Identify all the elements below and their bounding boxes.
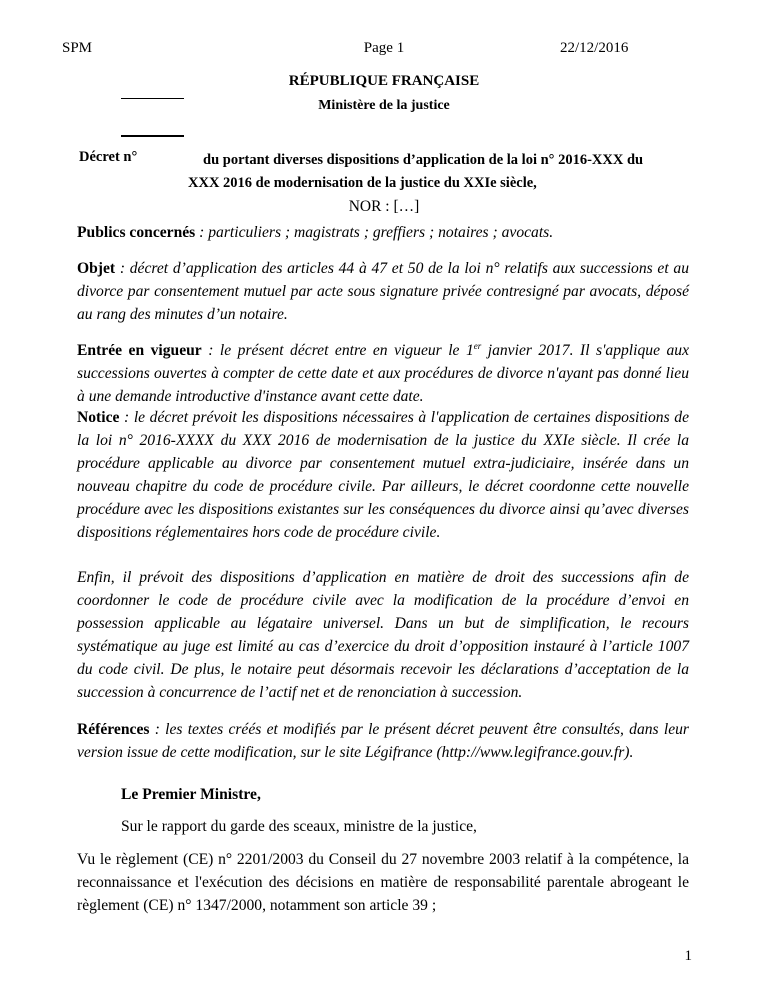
decret-title-line: du portant diverses dispositions d’application de la loi n° 2016-XXX du	[203, 152, 644, 168]
ministere-title: Ministère de la justice	[318, 98, 450, 113]
decret-title-line: XXX 2016 de modernisation de la justice du XXIe siècle,	[188, 175, 537, 191]
header-left: SPM	[62, 40, 93, 56]
entree-text-rest: janvier 2017. Il s'applique aux successions ouvertes à compter de cette date et aux procédures de divorce n'ayant pas donné lieu à une demande introductive d'instance avant cette date.	[77, 342, 689, 405]
notice-text: : le décret prévoit les dispositions nécessaires à l'application de certaines dispositions de la loi n° 2016-XXXX du XXX 2016 de modernisation de la justice du XXIe siècle. Il crée la procédure applicable au divorce par consentement mutuel extra-judiciaire, insérée dans un nouveau chapitre du code de procédure civile. Par ailleurs, le décret coordonne cette nouvelle procédure avec les dispositions existantes sur les conséquences du divorce ainsi qu’avec diverses dispositions réglementaires hors code de procédure civile.	[77, 409, 689, 541]
publics-text: : particuliers ; magistrats ; greffiers ; notaires ; avocats.	[195, 224, 554, 241]
entree-sup: er	[473, 340, 482, 351]
header-page: Page 1	[363, 40, 405, 56]
references-paragraph	[77, 718, 689, 764]
decret-label: Décret n°	[79, 149, 138, 165]
objet-paragraph	[77, 257, 689, 326]
notice-paragraph	[77, 406, 689, 544]
premier-ministre: Le Premier Ministre,	[121, 786, 261, 803]
entree-paragraph	[77, 339, 689, 408]
page-number: 1	[684, 948, 692, 964]
entree-text: : le présent décret entre en vigueur le 1	[201, 342, 474, 359]
publics-paragraph	[77, 221, 689, 244]
enfin-paragraph: Enfin, il prévoit des dispositions d’application en matière de droit des successions afin de coordonner le code de procédure civile avec la modification de la procédure d’envoi en possession applicable au légataire universel. Dans un but de simplification, le recours systématique au juge est limité au cas d’exercice du droit d’opposition instauré à l’article 1007 du code civil. De plus, le notaire peut désormais recevoir les déclarations d’acceptation de la succession à concurrence de l’actif net et de renonciation à succession.	[77, 569, 689, 701]
decret-title	[188, 149, 708, 195]
header-date: 22/12/2016	[560, 40, 629, 56]
republique-title: RÉPUBLIQUE FRANÇAISE	[288, 73, 480, 89]
nor-reference: NOR : […]	[348, 198, 420, 215]
objet-text: : décret d’application des articles 44 à 47 et 50 de la loi n° relatifs aux successions et au divorce par consentement mutuel par acte sous signature privée contresigné par avocats, déposé au rang des minutes d’un notaire.	[77, 260, 689, 323]
divider-rule	[121, 135, 184, 137]
references-label: Références	[77, 721, 150, 738]
notice-label: Notice	[77, 409, 120, 426]
references-text: : les textes créés et modifiés par le présent décret peuvent être consultés, dans leur version issue de cette modification, sur le site Légifrance (http://www.legifrance.gouv.fr).	[77, 721, 689, 761]
entree-label: Entrée en vigueur	[77, 342, 202, 359]
vu-paragraph: Vu le règlement (CE) n° 2201/2003 du Conseil du 27 novembre 2003 relatif à la compétence, la reconnaissance et l'exécution des décisions en matière de responsabilité parentale abrogeant le règlement (CE) n° 1347/2000, notamment son article 39 ;	[77, 851, 689, 914]
publics-label: Publics concernés	[77, 224, 196, 241]
objet-label: Objet	[77, 260, 116, 277]
rapport-line: Sur le rapport du garde des sceaux, ministre de la justice,	[121, 818, 477, 835]
